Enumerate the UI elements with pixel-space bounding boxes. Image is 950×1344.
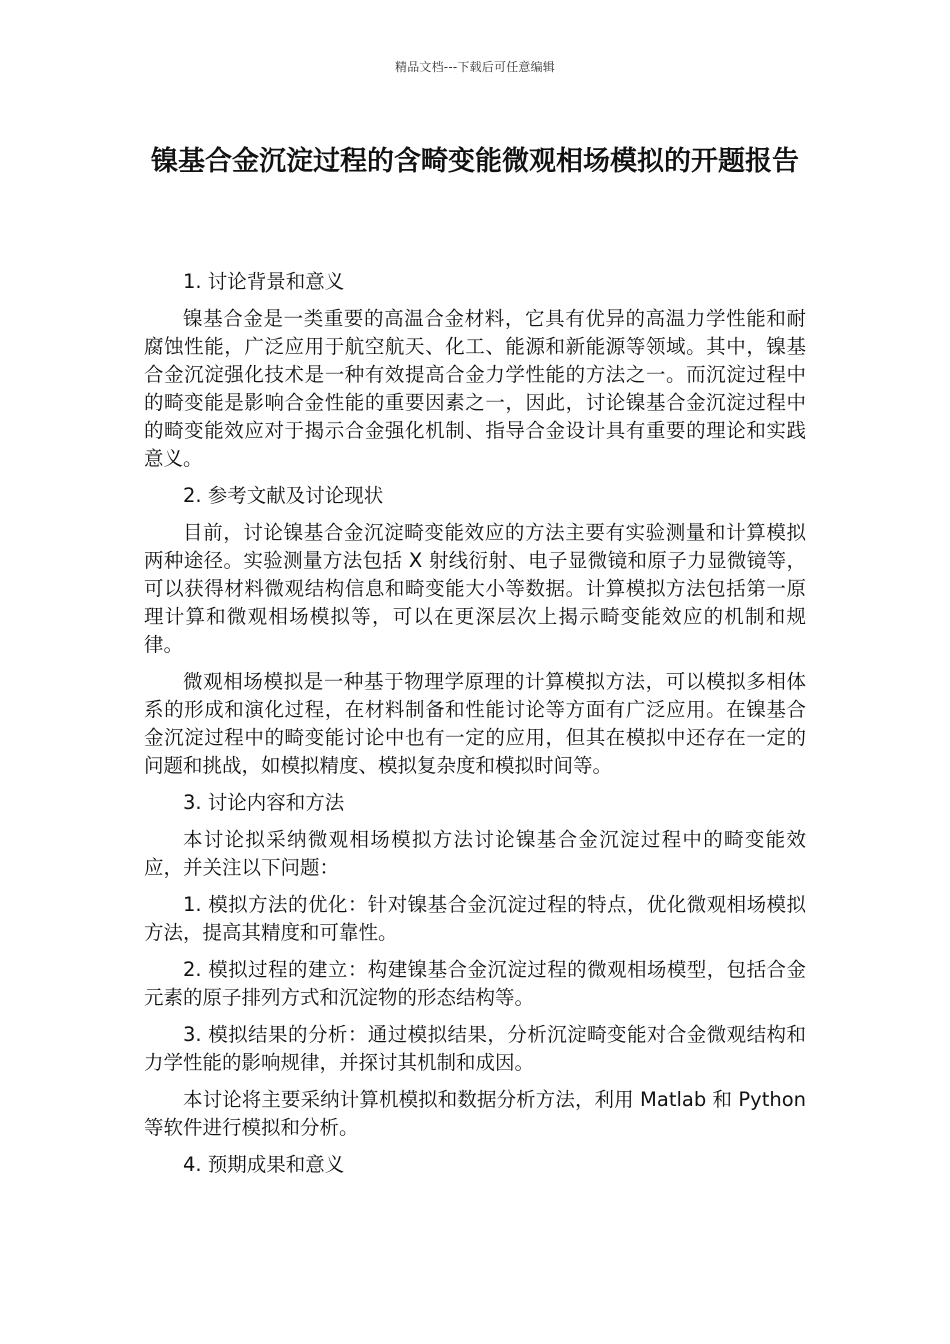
section-heading-background: 1. 讨论背景和意义 xyxy=(183,270,345,293)
document-title: 镍基合金沉淀过程的含畸变能微观相场模拟的开题报告 xyxy=(151,146,799,177)
paragraph-methods-intro: 本讨论拟采纳微观相场模拟方法讨论镍基合金沉淀过程中的畸变能效应，并关注以下问题： xyxy=(144,828,806,879)
list-item-optimization: 1. 模拟方法的优化：针对镍基合金沉淀过程的特点，优化微观相场模拟方法，提高其精度和可靠性。 xyxy=(144,893,806,944)
section-heading-methods: 3. 讨论内容和方法 xyxy=(183,791,345,814)
paragraph-research-status: 目前，讨论镍基合金沉淀畸变能效应的方法主要有实验测量和计算模拟两种途径。实验测量方法包括 X 射线衍射、电子显微镜和原子力显微镜等，可以获得材料微观结构信息和畸变能大小等数据。计算模拟方法包括第一原理计算和微观相场模拟等，可以在更深层次上揭示畸变能效应的机制和规律。 xyxy=(144,521,806,656)
section-heading-outcomes: 4. 预期成果和意义 xyxy=(183,1153,345,1176)
list-item-result-analysis: 3. 模拟结果的分析：通过模拟结果，分析沉淀畸变能对合金微观结构和力学性能的影响规律，并探讨其机制和成因。 xyxy=(144,1023,806,1074)
list-item-model-building: 2. 模拟过程的建立：构建镍基合金沉淀过程的微观相场模型，包括合金元素的原子排列方式和沉淀物的形态结构等。 xyxy=(144,958,806,1009)
document-body xyxy=(144,268,806,1188)
header-note: 精品文档---下载后可任意编辑 xyxy=(395,60,555,74)
paragraph-tools: 本讨论将主要采纳计算机模拟和数据分析方法，利用 Matlab 和 Python 等软件进行模拟和分析。 xyxy=(144,1088,806,1139)
paragraph-background: 镍基合金是一类重要的高温合金材料，它具有优异的高温力学性能和耐腐蚀性能，广泛应用于航空航天、化工、能源和新能源等领域。其中，镍基合金沉淀强化技术是一种有效提高合金力学性能的方法之一。而沉淀过程中的畸变能是影响合金性能的重要因素之一，因此，讨论镍基合金沉淀过程中的畸变能效应对于揭示合金强化机制、指导合金设计具有重要的理论和实践意义。 xyxy=(144,307,806,470)
section-heading-references: 2. 参考文献及讨论现状 xyxy=(183,484,384,507)
paragraph-phase-field: 微观相场模拟是一种基于物理学原理的计算模拟方法，可以模拟多相体系的形成和演化过程，在材料制备和性能讨论等方面有广泛应用。在镍基合金沉淀过程中的畸变能讨论中也有一定的应用，但其在模拟中还存在一定的问题和挑战，如模拟精度、模拟复杂度和模拟时间等。 xyxy=(144,670,806,777)
